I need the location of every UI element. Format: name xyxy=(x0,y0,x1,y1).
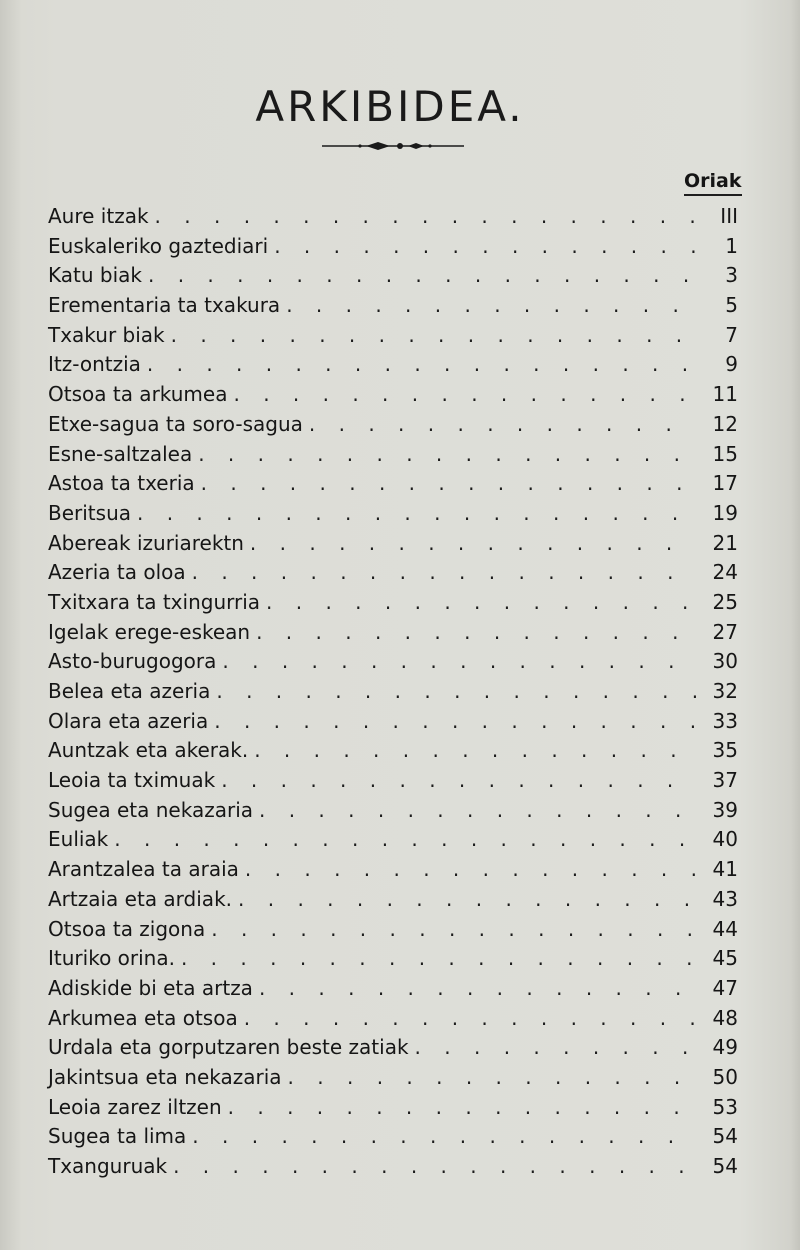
toc-entry-title: Otsoa ta arkumea xyxy=(48,382,228,407)
toc-entry xyxy=(48,471,738,501)
toc-entry xyxy=(48,293,738,323)
toc-entry-title: Abereak izuriarektn xyxy=(48,530,244,555)
toc-entry-page: 40 xyxy=(712,827,738,852)
toc-entry-page: 27 xyxy=(712,619,738,644)
dot-leader xyxy=(245,857,696,881)
toc-entry xyxy=(48,649,738,679)
toc-entry-page: 44 xyxy=(712,916,738,941)
toc-entry xyxy=(48,1006,738,1036)
toc-entry-page: 25 xyxy=(712,589,738,614)
dot-leader xyxy=(198,442,696,466)
toc-entry-title: Olara eta azeria xyxy=(48,708,209,733)
toc-entry xyxy=(48,798,738,828)
toc-entry-title: Igelak erege-eskean xyxy=(48,619,251,644)
toc-entry xyxy=(48,560,738,590)
toc-entry-page: 33 xyxy=(712,708,738,733)
toc-entry-title: Astoa ta txeria xyxy=(48,471,195,496)
toc-entry xyxy=(48,768,738,798)
dot-leader xyxy=(259,976,696,1000)
toc-entry-page: 12 xyxy=(712,411,738,436)
toc-entry-title: Leoia ta tximuak xyxy=(48,768,216,793)
toc-entry xyxy=(48,827,738,857)
toc-entry-page: 21 xyxy=(712,530,738,555)
toc-entry xyxy=(48,620,738,650)
toc-entry xyxy=(48,679,738,709)
dot-leader xyxy=(222,649,696,673)
dot-leader xyxy=(259,798,696,822)
dot-leader xyxy=(114,827,696,851)
toc-entry xyxy=(48,709,738,739)
dot-leader xyxy=(244,1006,696,1030)
toc-entry xyxy=(48,857,738,887)
toc-entry xyxy=(48,976,738,1006)
toc-entry xyxy=(48,887,738,917)
dot-leader xyxy=(233,382,696,406)
toc-entry xyxy=(48,531,738,561)
toc-entry-page: 1 xyxy=(725,233,738,258)
toc-entry xyxy=(48,323,738,353)
toc-entry-title: Aure itzak xyxy=(48,204,149,228)
toc-entry-page: 43 xyxy=(712,886,738,911)
toc-entry xyxy=(48,1154,738,1184)
page-title: ARKIBIDEA. xyxy=(255,82,525,131)
toc-entry xyxy=(48,204,738,234)
toc-entry-page: 24 xyxy=(712,560,738,585)
toc-entry-page: 39 xyxy=(712,797,738,822)
toc-entry-page: 37 xyxy=(712,768,738,793)
toc-entry-title: Itz-ontzia xyxy=(48,352,141,377)
toc-entry-title: Azeria ta oloa xyxy=(48,560,186,585)
dot-leader xyxy=(201,471,696,495)
toc-entry xyxy=(48,501,738,531)
toc-entry xyxy=(48,412,738,442)
toc-entry-page: 19 xyxy=(712,500,738,525)
toc-entry-page: 48 xyxy=(712,1005,738,1030)
toc-entry-page: III xyxy=(720,204,738,228)
toc-entry-page: 47 xyxy=(712,975,738,1000)
toc-entry-title: Esne-saltzalea xyxy=(48,441,193,466)
toc-entry-page: 9 xyxy=(725,352,738,377)
dot-leader xyxy=(288,1065,696,1089)
toc-entry xyxy=(48,1035,738,1065)
toc-entry-page: 35 xyxy=(712,738,738,763)
toc-entry-title: Leoia zarez iltzen xyxy=(48,1094,222,1119)
toc-entry-page: 50 xyxy=(712,1064,738,1089)
toc-entry-title: Adiskide bi eta artza xyxy=(48,975,253,1000)
toc-entry xyxy=(48,352,738,382)
dot-leader xyxy=(266,590,696,614)
toc-entry-title: Etxe-sagua ta soro-sagua xyxy=(48,411,303,436)
toc-entry xyxy=(48,946,738,976)
toc-entry-title: Urdala eta gorputzaren beste zatiak xyxy=(48,1035,409,1060)
toc-entry xyxy=(48,1065,738,1095)
toc-entry-page: 54 xyxy=(712,1124,738,1149)
toc-entry xyxy=(48,738,738,768)
dot-leader xyxy=(256,620,696,644)
dot-leader xyxy=(250,531,696,555)
dot-leader xyxy=(216,679,696,703)
dot-leader xyxy=(137,501,696,525)
dot-leader xyxy=(173,1154,696,1178)
toc-entry-page: 5 xyxy=(725,293,738,318)
dot-leader xyxy=(211,917,696,941)
toc-entry-title: Txitxara ta txingurria xyxy=(48,589,261,614)
toc-entry-title: Euliak xyxy=(48,827,109,852)
toc-entry-title: Katu biak xyxy=(48,263,142,288)
dot-leader xyxy=(148,263,696,287)
toc-entry-title: Beritsua xyxy=(48,500,131,525)
dot-leader xyxy=(192,560,696,584)
dot-leader xyxy=(155,204,696,228)
dot-leader xyxy=(274,234,696,258)
toc-entry-title: Sugea ta lima xyxy=(48,1124,187,1149)
toc-entry xyxy=(48,590,738,620)
toc-entry-title: Sugea eta nekazaria xyxy=(48,797,253,822)
toc-entry-title: Auntzak eta akerak. xyxy=(48,738,249,763)
toc-entry xyxy=(48,917,738,947)
toc-entry-title: Euskaleriko gaztediari xyxy=(48,233,269,258)
toc-entry xyxy=(48,1124,738,1154)
dot-leader xyxy=(309,412,696,436)
dot-leader xyxy=(221,768,696,792)
toc-entry-title: Txanguruak xyxy=(48,1154,168,1178)
table-of-contents xyxy=(48,204,738,1184)
toc-entry-page: 3 xyxy=(725,263,738,288)
toc-entry-page: 15 xyxy=(712,441,738,466)
toc-entry-page: 17 xyxy=(712,471,738,496)
toc-entry xyxy=(48,234,738,264)
toc-entry-title: Ituriko orina. xyxy=(48,946,175,971)
toc-entry xyxy=(48,442,738,472)
dot-leader xyxy=(192,1124,696,1148)
toc-entry-title: Jakintsua eta nekazaria xyxy=(48,1064,282,1089)
toc-entry-title: Arantzalea ta araia xyxy=(48,857,239,882)
toc-entry-title: Erementaria ta txakura xyxy=(48,293,281,318)
dot-leader xyxy=(228,1095,696,1119)
toc-entry-page: 41 xyxy=(712,857,738,882)
toc-entry-title: Artzaia eta ardiak. xyxy=(48,886,233,911)
toc-entry-page: 53 xyxy=(712,1094,738,1119)
toc-entry-page: 11 xyxy=(712,382,738,407)
toc-entry-page: 32 xyxy=(712,679,738,703)
dot-leader xyxy=(286,293,696,317)
toc-entry-page: 7 xyxy=(725,322,738,347)
dot-leader xyxy=(415,1035,696,1059)
divider-ornament-icon xyxy=(322,140,464,152)
toc-entry-page: 49 xyxy=(712,1035,738,1060)
toc-entry-title: Arkumea eta otsoa xyxy=(48,1005,238,1030)
toc-entry-page: 30 xyxy=(712,649,738,674)
toc-entry-title: Otsoa ta zigona xyxy=(48,916,206,941)
toc-entry-page: 45 xyxy=(712,946,738,971)
toc-entry xyxy=(48,263,738,293)
toc-entry-page: 54 xyxy=(712,1154,738,1178)
toc-entry-title: Belea eta azeria xyxy=(48,679,211,703)
dot-leader xyxy=(181,946,696,970)
toc-entry xyxy=(48,382,738,412)
toc-entry-title: Asto-burugogora xyxy=(48,649,217,674)
dot-leader xyxy=(147,352,696,376)
toc-entry-title: Txakur biak xyxy=(48,322,165,347)
dot-leader xyxy=(214,709,696,733)
dot-leader xyxy=(171,323,696,347)
toc-entry xyxy=(48,1095,738,1125)
page-column-header: Oriak xyxy=(684,170,742,196)
dot-leader xyxy=(254,738,696,762)
dot-leader xyxy=(238,887,696,911)
